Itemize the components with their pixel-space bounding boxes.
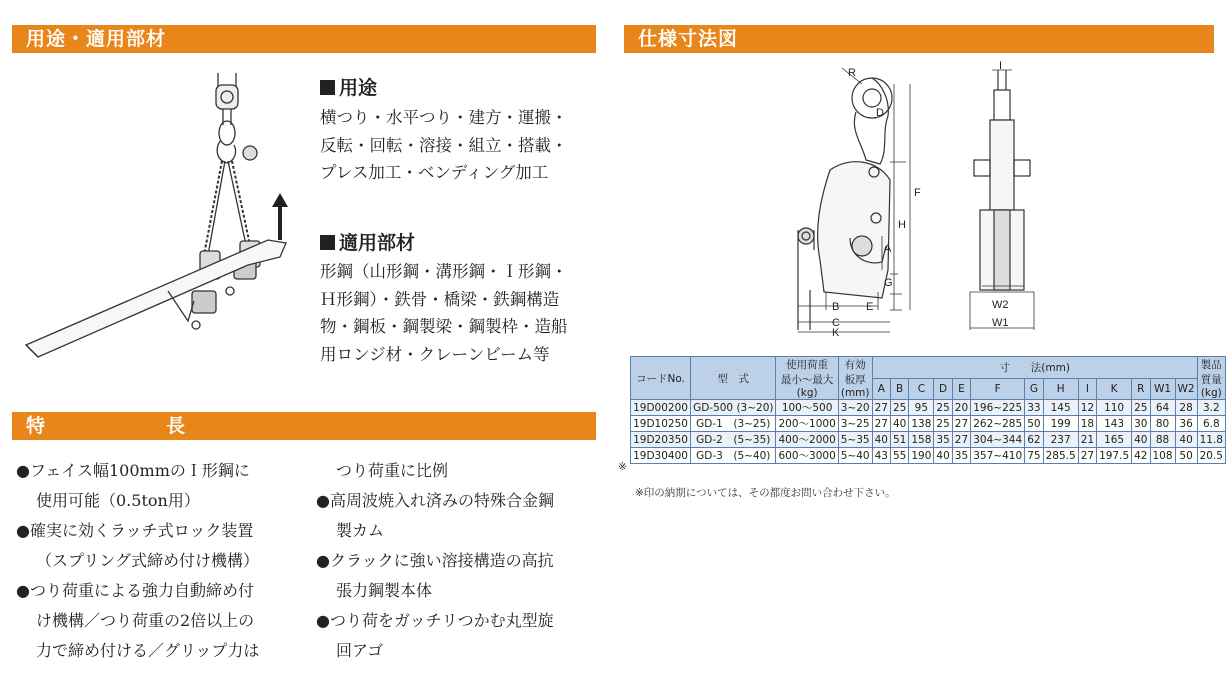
use-section-header — [12, 25, 596, 53]
col-header-h: H — [1043, 378, 1078, 400]
col-header-code: コードNo. — [631, 357, 691, 400]
feature-line: ●つり荷重による強力自動締め付 — [16, 581, 254, 600]
table-row: 19D00200 GD-500 (3~20) 100～500 3~20 27 25 95 25 20 196~225 33 145 12 110 25 64 28 3.2 — [631, 400, 1226, 416]
col-header-model: 型 式 — [691, 357, 776, 400]
table-row: 19D20350 GD-2 (5~35) 400～2000 5~35 40 51 158 35 27 304~344 62 237 21 165 40 88 40 11.8 — [631, 432, 1226, 448]
feature-line: ●クラックに強い溶接構造の高抗 — [316, 551, 554, 570]
col-header-d: D — [934, 378, 952, 400]
square-bullet-icon — [320, 80, 335, 95]
use-section-title: 用途・適用部材 — [26, 28, 167, 50]
feature-line: 使用可能（0.5ton用） — [36, 491, 200, 510]
use-line: プレス加工・ベンディング加工 — [320, 163, 549, 182]
square-bullet-icon — [320, 235, 335, 250]
feature-column-1 — [16, 456, 259, 666]
dim-label-w1: W1 — [992, 317, 1009, 329]
delivery-note: ※印の納期については、その都度お問い合わせ下さい。 — [635, 487, 896, 499]
col-header-mass: 製品 質量 (kg) — [1197, 357, 1225, 400]
col-header-r: R — [1132, 378, 1150, 400]
dim-label-i: I — [999, 60, 1003, 72]
feature-title-a: 特 — [26, 415, 47, 437]
dim-label-w2: W2 — [992, 299, 1009, 311]
feature-line: 力で締め付ける／グリップ力は — [36, 641, 260, 660]
feature-line: ●確実に効くラッチ式ロック装置 — [16, 521, 254, 540]
col-header-w1: W1 — [1150, 378, 1175, 400]
col-header-load: 使用荷重 最小～最大 (kg) — [776, 357, 838, 400]
material-line: 物・鋼板・鋼製梁・鋼製枠・造船 — [320, 317, 568, 336]
spec-section-header — [624, 25, 1214, 53]
dim-label-a: A — [884, 243, 892, 255]
material-line: Ｈ形鋼）・鉄骨・橋梁・鉄鋼構造 — [320, 289, 560, 309]
col-header-i: I — [1078, 378, 1096, 400]
table-row: 19D10250 GD-1 (3~25) 200～1000 3~25 27 40 138 25 27 262~285 50 199 18 143 30 80 36 6.8 — [631, 416, 1226, 432]
dim-label-f: F — [914, 187, 921, 199]
col-header-thickness: 有効 板厚 (mm) — [838, 357, 872, 400]
dim-label-g: G — [884, 277, 893, 289]
col-header-b: B — [890, 378, 908, 400]
dim-label-c: C — [832, 317, 840, 329]
feature-column-2 — [316, 456, 554, 666]
feature-line: ●つり荷をガッチリつかむ丸型旋 — [316, 611, 554, 630]
dim-label-k: K — [832, 327, 840, 339]
col-header-k: K — [1097, 378, 1132, 400]
col-header-dimensions: 寸 法(mm) — [872, 357, 1197, 379]
dim-label-d: D — [876, 107, 884, 119]
dim-label-e: E — [866, 301, 874, 313]
feature-line: け機構／つり荷重の2倍以上の — [36, 611, 255, 630]
spec-section-title: 仕様寸法図 — [638, 28, 739, 50]
col-header-w2: W2 — [1175, 378, 1197, 400]
feature-section-header — [12, 412, 596, 440]
feature-line: （スプリング式締め付け機構） — [36, 551, 260, 570]
use-text — [320, 104, 568, 187]
row-mark: ※ — [618, 461, 627, 473]
spec-table — [630, 356, 1226, 464]
col-header-a: A — [872, 378, 890, 400]
col-header-c: C — [909, 378, 934, 400]
col-header-e: E — [952, 378, 970, 400]
use-line: 横つり・水平つり・建方・運搬・ — [320, 108, 568, 127]
feature-line: つり荷重に比例 — [336, 461, 449, 480]
dimension-drawing — [770, 60, 1070, 345]
table-row: 19D30400 GD-3 (5~40) 600～3000 5~40 43 55 190 40 35 357~410 75 285.5 27 197.5 42 108 50 20.5 — [631, 448, 1226, 464]
dim-label-b: B — [832, 301, 840, 313]
feature-line: ●高周波焼入れ済みの特殊合金鋼 — [316, 491, 554, 510]
dim-label-r: R — [848, 67, 856, 79]
material-line: 用ロンジ材・クレーンビーム等 — [320, 344, 550, 364]
feature-line: ●フェイス幅100mmのＩ形鋼に — [16, 461, 250, 480]
use-line: 反転・回転・溶接・組立・搭載・ — [320, 135, 568, 155]
use-heading: 用途 — [320, 73, 377, 100]
feature-title-b: 長 — [166, 415, 187, 437]
feature-line: 張力鋼製本体 — [336, 581, 433, 600]
dim-label-h: H — [898, 219, 906, 231]
col-header-g: G — [1025, 378, 1043, 400]
feature-line: 製カム — [336, 521, 385, 540]
material-text — [320, 258, 568, 368]
material-line: 形鋼（山形鋼・溝形鋼・Ｉ形鋼・ — [320, 262, 568, 281]
lifting-illustration — [18, 65, 308, 365]
material-heading: 適用部材 — [320, 228, 415, 255]
col-header-f: F — [971, 378, 1025, 400]
feature-line: 回アゴ — [336, 641, 384, 660]
